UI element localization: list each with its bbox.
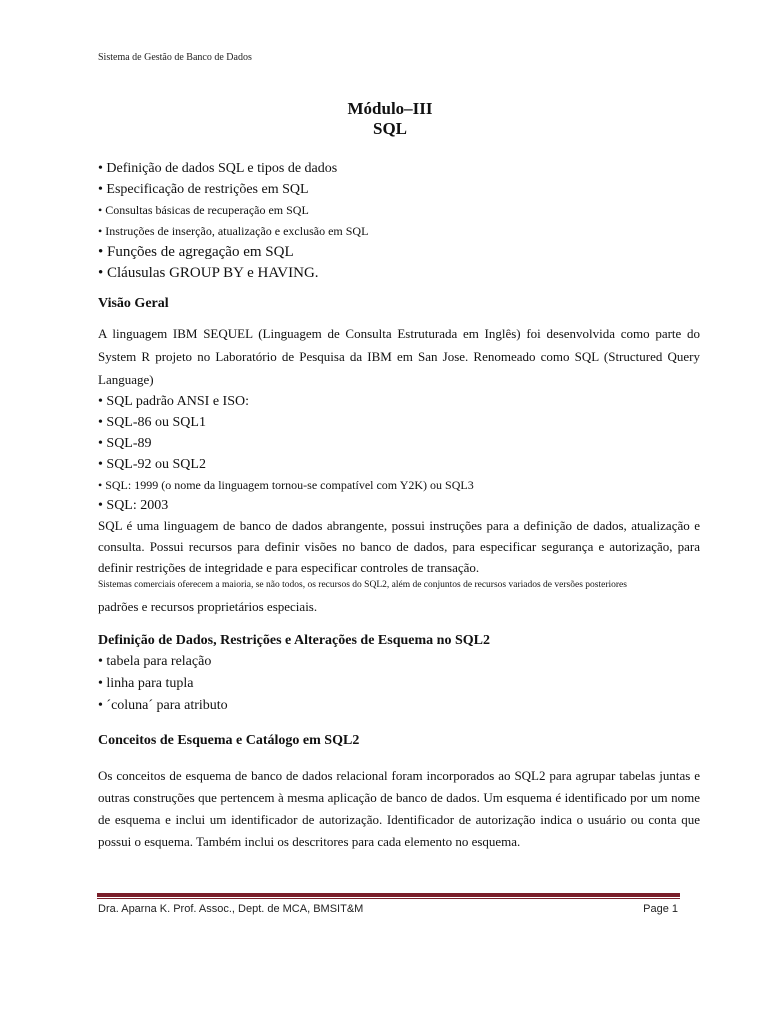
- overview-intro: A linguagem IBM SEQUEL (Linguagem de Consulta Estruturada em Inglês) foi desenvolvida como parte do System R projeto no Laboratório de Pesquisa da IBM em San Jose. Renomeado como SQL (Structured Query Language): [98, 326, 700, 387]
- list-item: • SQL-92 ou SQL2: [98, 457, 206, 472]
- overview-paragraph-end: padrões e recursos proprietários especiais.: [98, 599, 318, 614]
- list-item: • SQL-89: [98, 436, 152, 451]
- footer-author: Dra. Aparna K. Prof. Assoc., Dept. de MCA, BMSIT&M: [98, 903, 364, 915]
- page-content: [98, 158, 700, 853]
- module-title: Módulo–III: [347, 99, 433, 118]
- list-item: • Funções de agregação em SQL: [98, 244, 294, 260]
- standards-list: [98, 391, 700, 515]
- overview-small-paragraph: Sistemas comerciais oferecem a maioria, se não todos, os recursos do SQL2, além de conjuntos de recursos variados de versões posteriores: [98, 580, 627, 590]
- schema-paragraph: Os conceitos de esquema de banco de dados relacional foram incorporados ao SQL2 para agrupar tabelas juntas e outras construções que pertencem à mesma aplicação de banco de dados. Um esquema é identificado por um nome de esquema e inclui um identificador de autorização. Identificador de autorização indica o usuário ou conta que possui o esquema. Também inclui os descritores para cada elemento no esquema.: [98, 768, 700, 849]
- list-item: • Consultas básicas de recuperação em SQL: [98, 203, 309, 217]
- list-item: • SQL: 1999 (o nome da linguagem tornou-se compatível com Y2K) ou SQL3: [98, 478, 474, 492]
- footer-rule: [97, 893, 680, 897]
- title-block: [0, 99, 768, 139]
- section-heading-ddl: Definição de Dados, Restrições e Alterações de Esquema no SQL2: [98, 633, 490, 648]
- ddl-list: [98, 651, 700, 717]
- overview-paragraph: SQL é uma linguagem de banco de dados abrangente, possui instruções para a definição de dados, atualização e consulta. Possui recursos para definir visões no banco de dados, para especificar segurança e autorização, para definir restrições de integridade e para especificar controles de transação.: [98, 518, 700, 575]
- section-heading-overview: Visão Geral: [98, 296, 169, 311]
- list-item: • SQL padrão ANSI e ISO:: [98, 394, 249, 409]
- list-item: • ´coluna´ para atributo: [98, 698, 228, 713]
- section-heading-schema: Conceitos de Esquema e Catálogo em SQL2: [98, 733, 360, 748]
- list-item: • Especificação de restrições em SQL: [98, 182, 309, 197]
- list-item: • SQL-86 ou SQL1: [98, 415, 206, 430]
- module-subtitle: SQL: [372, 119, 408, 138]
- footer-rule-thin: [97, 898, 680, 899]
- list-item: • SQL: 2003: [98, 498, 169, 513]
- running-header: Sistema de Gestão de Banco de Dados: [98, 52, 252, 63]
- list-item: • Definição de dados SQL e tipos de dados: [98, 161, 338, 176]
- list-item: • Instruções de inserção, atualização e exclusão em SQL: [98, 224, 369, 238]
- page-number: Page 1: [643, 903, 678, 915]
- list-item: • Cláusulas GROUP BY e HAVING.: [98, 265, 319, 281]
- list-item: • tabela para relação: [98, 654, 212, 669]
- list-item: • linha para tupla: [98, 676, 194, 691]
- topics-list: [98, 158, 700, 284]
